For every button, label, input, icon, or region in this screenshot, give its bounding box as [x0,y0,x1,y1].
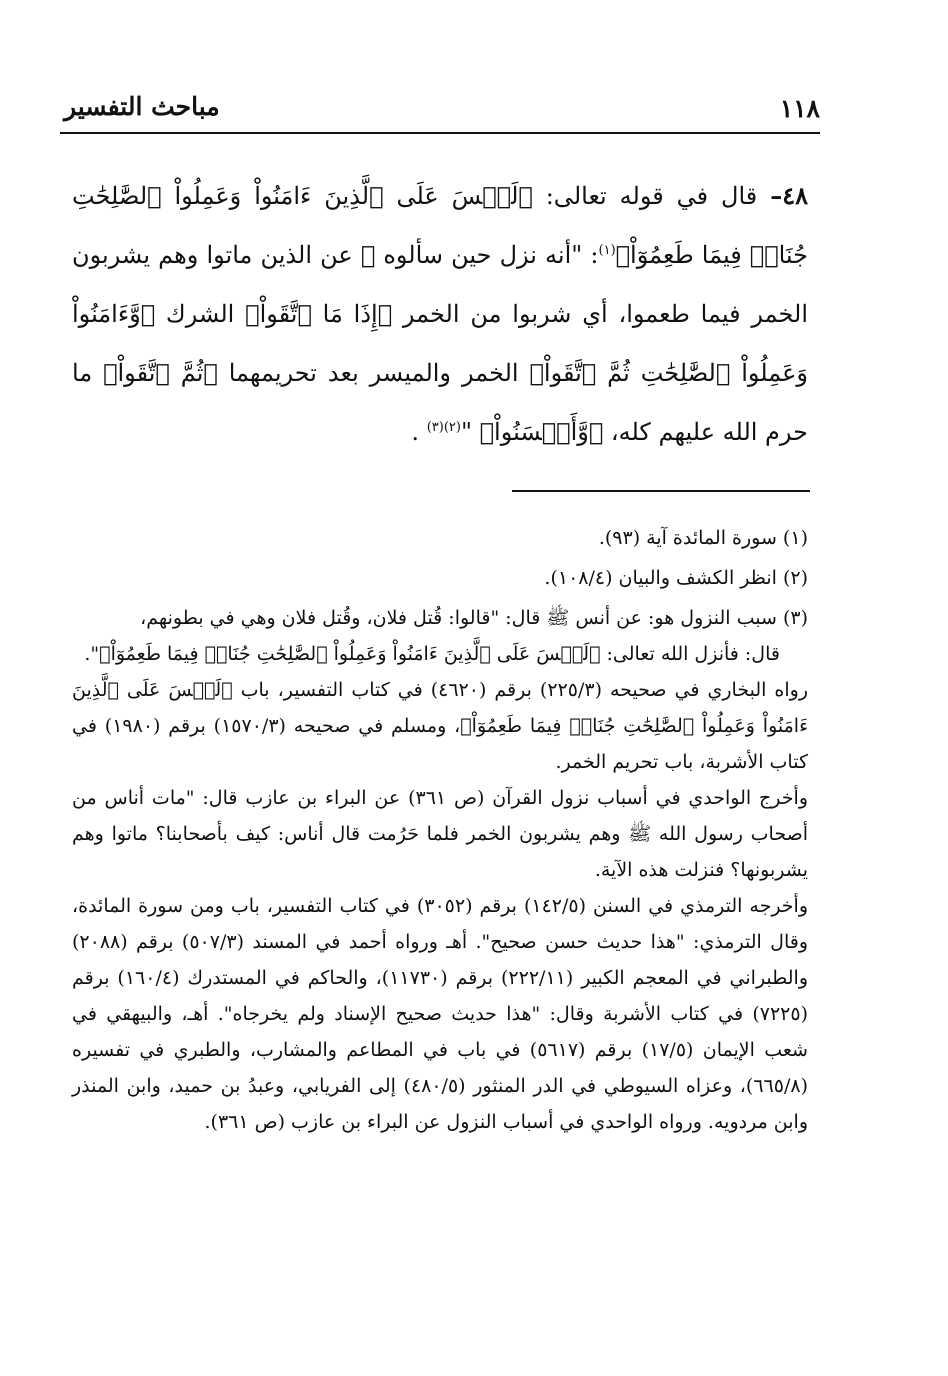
main-text [72,166,808,462]
footnote-ref-2[interactable]: (٢) [443,420,461,435]
footnote-3-line-2: قال: فأنزل الله تعالى: ﴿لَيۡسَ عَلَى ٱلَّذِينَ ءَامَنُواْ وَعَمِلُواْ ٱلصَّٰلِحَٰتِ جُنَاحٞ فِيمَا طَعِمُوٓاْ﴾". [84,643,780,665]
footnote-3-wahidi: وأخرج الواحدي في أسباب نزول القرآن (ص ٣٦١) عن البراء بن عازب قال: "مات أناس من أصحاب رسول الله ﷺ وهم يشربون الخمر فلما حَرُمت قال أناس: كيف بأصحابنا؟ ماتوا وهم يشربونها؟ فنزلت هذه الآية. [72,787,808,881]
header-rule [60,132,820,134]
running-title: مباحث التفسير [64,92,220,121]
footnote-separator [512,490,810,492]
page-number: ١١٨ [779,94,820,123]
footnote-ref-1[interactable]: (١) [598,243,616,258]
footnote-2: (٢) انظر الكشف والبيان (١٠٨/٤). [544,567,808,589]
main-paragraph-cont: : "أنه نزل حين سألوه ﷺ عن الذين ماتوا وهم يشربون الخمر فيما طعموا، أي شربوا من الخمر ﴿إِذَا مَا ٱتَّقَواْ﴾ الشرك ﴿وَّءَامَنُواْ وَعَمِلُواْ ٱلصَّٰلِحَٰتِ ثُمَّ ٱتَّقَواْ﴾ الخمر والميسر بعد تحريمهما ﴿ثُمَّ ٱتَّقَواْ﴾ ما حرم الله عليهم كله، ﴿وَّأَحۡسَنُواْ﴾ " [72,241,808,446]
main-paragraph-text: قال في قوله تعالى: ﴿لَيۡسَ عَلَى ٱلَّذِينَ ءَامَنُواْ وَعَمِلُواْ ٱلصَّٰلِحَٰتِ جُنَاحٞ فِيمَا طَعِمُوٓاْ﴾ [72,182,808,269]
footnotes [72,520,808,1140]
footnote-3-tirmidhi: وأخرجه الترمذي في السنن (١٤٢/٥) برقم (٣٠٥٢) في كتاب التفسير، باب ومن سورة المائدة، وقال الترمذي: "هذا حديث حسن صحيح". أهـ ورواه أحمد في المسند (٥٠٧/٣) برقم (٢٠٨٨) والطبراني في المعجم الكبير (٢٢٢/١١) برقم (١١٧٣٠)، والحاكم في المستدرك (١٦٠/٤) برقم (٧٢٢٥) في كتاب الأشربة وقال: "هذا حديث صحيح الإسناد ولم يخرجاه". أهـ، والبيهقي في شعب الإيمان (١٧/٥) برقم (٥٦١٧) في باب في المطاعم والمشارب، والطبري في تفسيره (٦٦٥/٨)، وعزاه السيوطي في الدر المنثور (٤٨٠/٥) إلى الفريابي، وعبدُ بن حميد، وابن المنذر وابن مردويه. ورواه الواحدي في أسباب النزول عن البراء بن عازب (ص ٣٦١). [72,895,809,1133]
main-paragraph-end: . [411,418,420,446]
main-paragraph [72,166,808,462]
page-header [60,90,820,130]
footnote-ref-3[interactable]: (٣) [426,420,444,435]
footnote-1: (١) سورة المائدة آية (٩٣). [598,527,808,549]
footnote-3-bukhari: رواه البخاري في صحيحه (٢٢٥/٣) برقم (٤٦٢٠) في كتاب التفسير، باب ﴿لَيۡسَ عَلَى ٱلَّذِينَ ءَامَنُواْ وَعَمِلُواْ ٱلصَّٰلِحَٰتِ جُنَاحٞ فِيمَا طَعِمُوٓاْ﴾، ومسلم في صحيحه (١٥٧٠/٣) برقم (١٩٨٠) في كتاب الأشربة، باب تحريم الخمر. [72,679,809,773]
footnote-3-line-1: (٣) سبب النزول هو: عن أنس ﷺ قال: "قالوا: قُتل فلان، وقُتل فلان وهي في بطونهم، [140,607,808,629]
item-number: ٤٨– [770,181,808,210]
